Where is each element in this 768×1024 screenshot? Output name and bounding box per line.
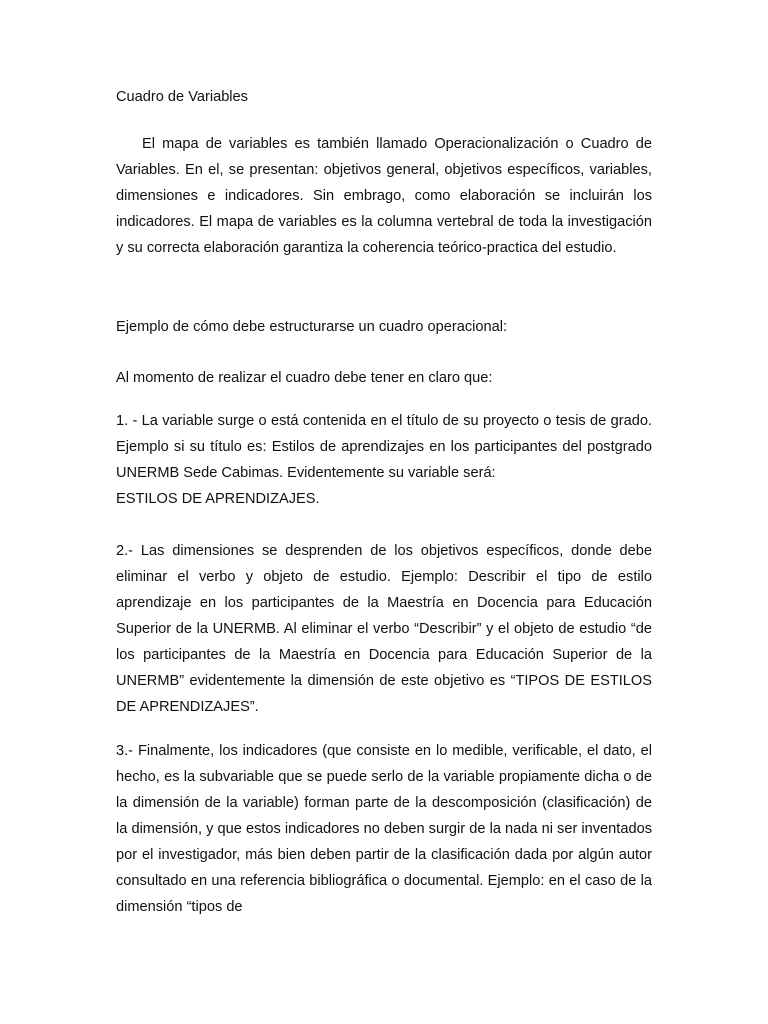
intro-paragraph: El mapa de variables es también llamado Operacionalización o Cuadro de Variables. En el, se presentan: objetivos general, objetivos específicos, variables, dimensiones e indicadores. Sin embrago, como elaboración se incluirán los indicadores. El mapa de variables es la columna vertebral de toda la investigación y su correcta elaboración garantiza la coherencia teórico-practica del estudio. [116,136,652,256]
variable-example-text: ESTILOS DE APRENDIZAJES. [116,491,320,507]
indicator-rule-paragraph: 3.- Finalmente, los indicadores (que consiste en lo medible, verificable, el dato, el hecho, es la subvariable que se puede serlo de la variable propiamente dicha o de la dimensión de la variable) forman parte de la descomposición (clasificación) de la dimensión, y que estos indicadores no deben surgir de la nada ni ser inventados por el investigador, más bien deben partir de la clasificación dada por algún autor consultado en una referencia bibliográfica o documental. Ejemplo: en el caso de la dimensión “tipos de [116,743,652,915]
example-heading-paragraph: Ejemplo de cómo debe estructurarse un cuadro operacional: [116,319,508,335]
requirements-intro-paragraph: Al momento de realizar el cuadro debe tener en claro que: [116,370,493,386]
dimension-rule-paragraph: 2.- Las dimensiones se desprenden de los objetivos específicos, donde debe eliminar el verbo y objeto de estudio. Ejemplo: Describir el tipo de estilo aprendizaje en los participantes de la Maestría en Docencia para Educación Superior de la UNERMB. Al eliminar el verbo “Describir” y el objeto de estudio “de los participantes de la Maestría en Docencia para Educación Superior de la UNERMB” evidentemente la dimensión de este objetivo es “TIPOS DE ESTILOS DE APRENDIZAJES”. [116,543,652,715]
variable-rule-paragraph [116,408,652,512]
document-title: Cuadro de Variables [116,89,248,105]
variable-rule-text: 1. - La variable surge o está contenida en el título de su proyecto o tesis de grado. Ejemplo si su título es: Estilos de aprendizajes en los participantes del postgrado UNERMB Sede Cabimas. Evidentemente su variable será: [116,413,652,481]
